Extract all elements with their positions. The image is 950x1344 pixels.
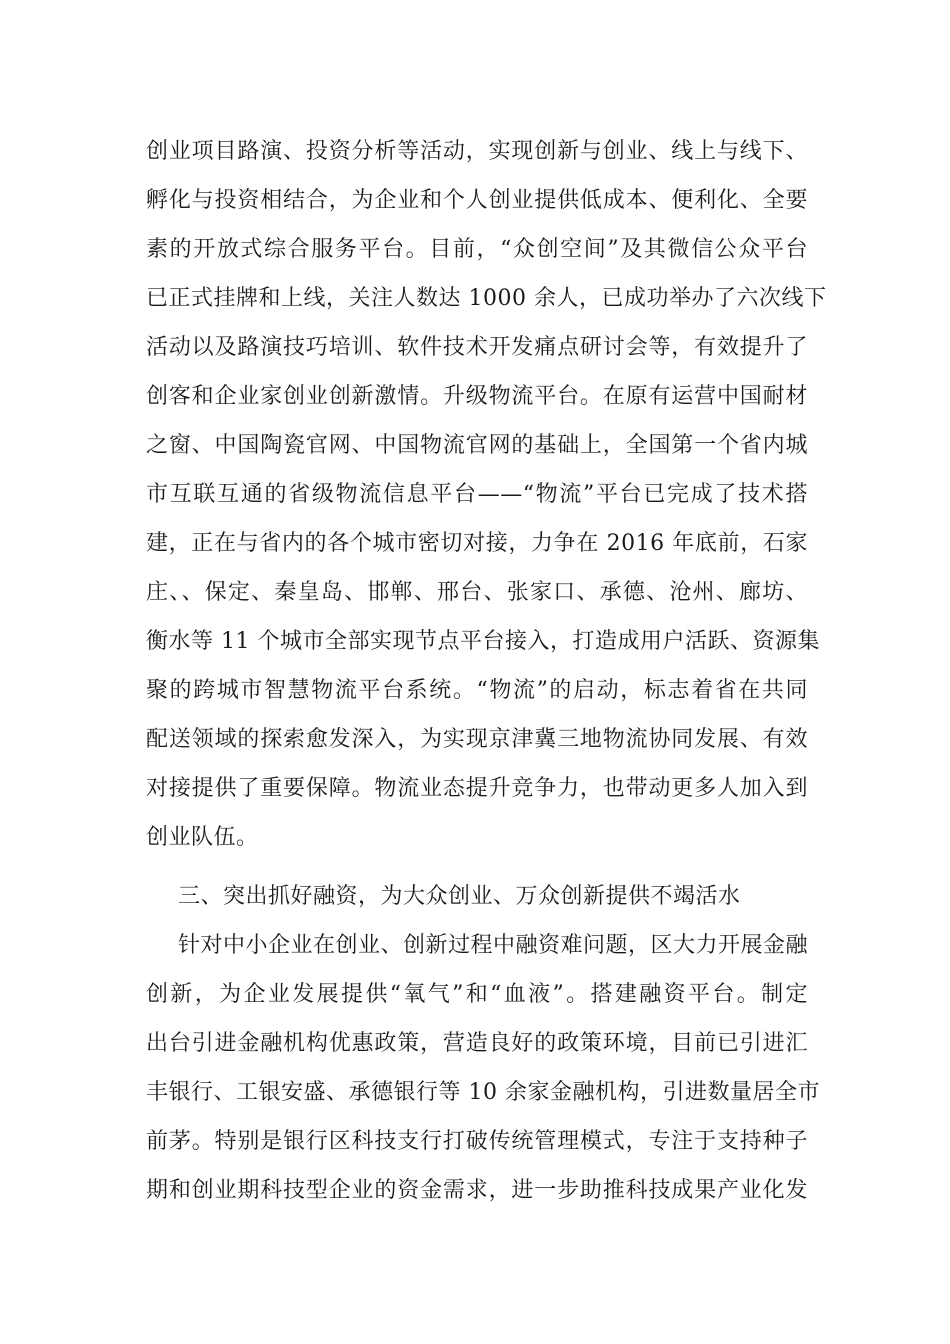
paragraph-line: 丰银行、工银安盛、承德银行等 10 余家金融机构，引进数量居全市: [146, 1080, 820, 1105]
paragraph-line: 市互联互通的省级物流信息平台——“物流”平台已完成了技术搭: [146, 482, 808, 507]
paragraph-line: 创客和企业家创业创新激情。升级物流平台。在原有运营中国耐材: [146, 384, 808, 409]
paragraph-line: 出台引进金融机构优惠政策，营造良好的政策环境，目前已引进汇: [146, 1031, 808, 1056]
paragraph-line: 活动以及路演技巧培训、软件技术开发痛点研讨会等，有效提升了: [146, 335, 808, 360]
paragraph-line: 之窗、中国陶瓷官网、中国物流官网的基础上，全国第一个省内城: [146, 433, 808, 458]
section-heading: 三、突出抓好融资，为大众创业、万众创新提供不竭活水: [178, 884, 741, 909]
paragraph-line: 前茅。特别是银行区科技支行打破传统管理模式，专注于支持种子: [146, 1129, 808, 1154]
paragraph-line: 创新，为企业发展提供“氧气”和“血液”。搭建融资平台。制定: [146, 982, 808, 1007]
paragraph-line: 配送领域的探索愈发深入，为实现京津冀三地物流协同发展、有效: [146, 727, 808, 752]
paragraph-line: 庄、、保定、秦皇岛、邯郸、邢台、张家口、承德、沧州、廊坊、: [146, 580, 808, 605]
paragraph-line: 对接提供了重要保障。物流业态提升竞争力，也带动更多人加入到: [146, 776, 808, 801]
paragraph-line: 针对中小企业在创业、创新过程中融资难问题，区大力开展金融: [178, 933, 809, 958]
paragraph-line: 孵化与投资相结合，为企业和个人创业提供低成本、便利化、全要: [146, 188, 808, 213]
paragraph-line: 已正式挂牌和上线，关注人数达 1000 余人，已成功举办了六次线下: [146, 286, 827, 311]
paragraph-line: 素的开放式综合服务平台。目前，“众创空间”及其微信公众平台: [146, 237, 808, 262]
paragraph-line: 创业队伍。: [146, 825, 259, 850]
paragraph-line: 建，正在与省内的各个城市密切对接，力争在 2016 年底前，石家: [146, 531, 808, 556]
paragraph-line: 衡水等 11 个城市全部实现节点平台接入，打造成用户活跃、资源集: [146, 629, 820, 654]
paragraph-line: 期和创业期科技型企业的资金需求，进一步助推科技成果产业化发: [146, 1178, 808, 1203]
paragraph-line: 创业项目路演、投资分析等活动，实现创新与创业、线上与线下、: [146, 139, 808, 164]
paragraph-line: 聚的跨城市智慧物流平台系统。“物流”的启动，标志着省在共同: [146, 678, 808, 703]
